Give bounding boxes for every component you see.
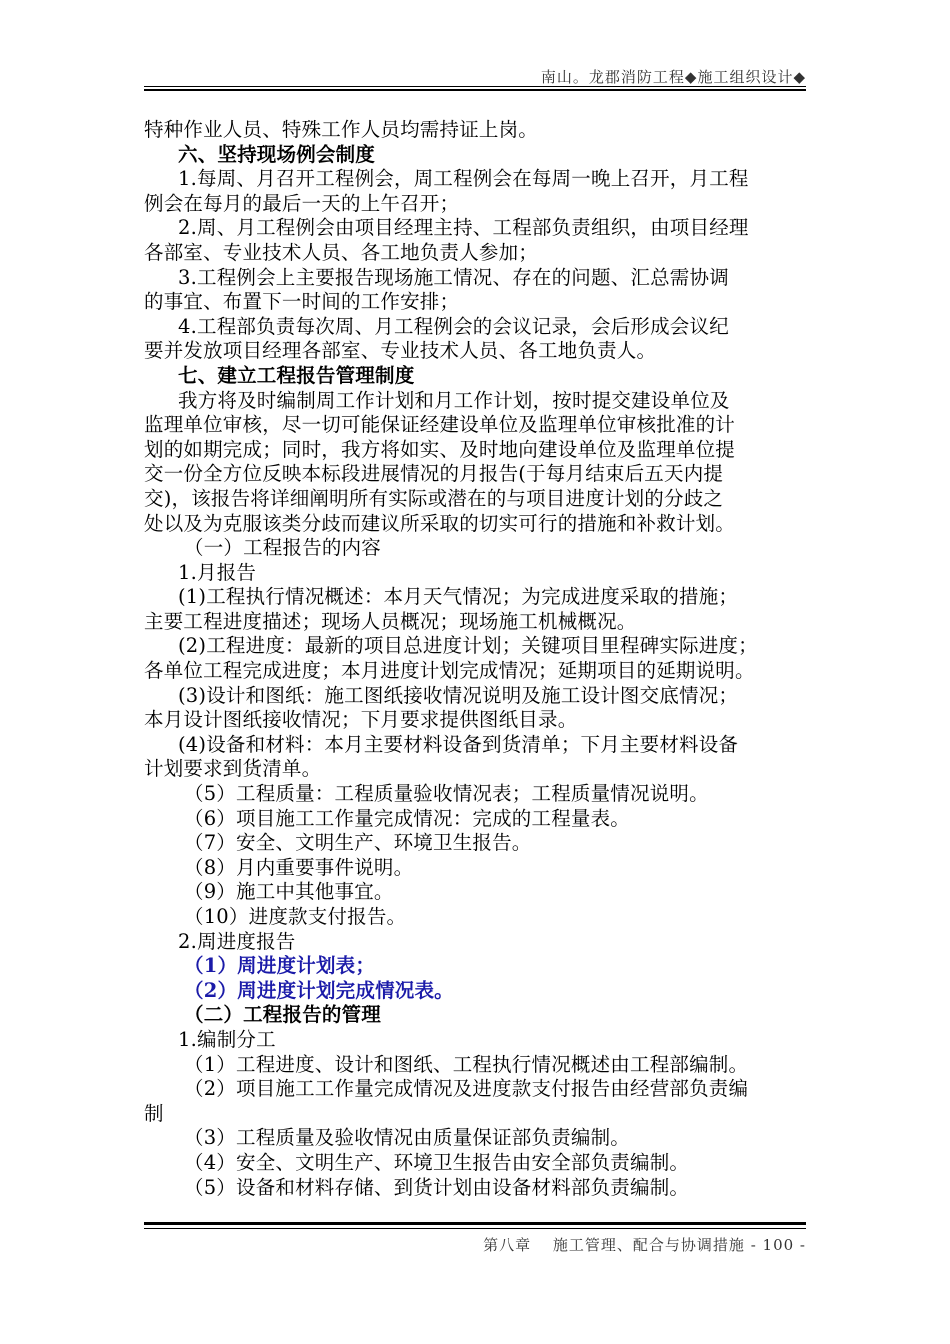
paragraph-line: 本月设计图纸接收情况；下月要求提供图纸目录。 <box>144 708 578 732</box>
paragraph-line: 1.每周、月召开工程例会，周工程例会在每周一晚上召开，月工程 <box>178 167 749 191</box>
list-item: （9）施工中其他事宜。 <box>184 880 394 904</box>
footer-divider-thick <box>144 1222 806 1225</box>
list-item-highlight: （2）周进度计划完成情况表。 <box>184 978 454 1002</box>
list-item: （10）进度款支付报告。 <box>184 905 407 928</box>
subsection-heading: （二）工程报告的管理 <box>184 1003 382 1027</box>
list-item: （8）月内重要事件说明。 <box>184 855 414 879</box>
list-item-highlight: （1）周进度计划表； <box>184 954 376 978</box>
paragraph-line: 2.周、月工程例会由项目经理主持、工程部负责组织，由项目经理 <box>178 216 749 240</box>
page-footer: 第八章 施工管理、配合与协调措施 - 100 - <box>483 1236 806 1254</box>
paragraph-line: (1)工程执行情况概述：本月天气情况；为完成进度采取的措施； <box>178 585 739 609</box>
list-item: （6）项目施工工作量完成情况：完成的工程量表。 <box>184 806 631 830</box>
paragraph-line: 4.工程部负责每次周、月工程例会的会议记录，会后形成会议纪 <box>178 314 729 338</box>
paragraph-line: 各单位工程完成进度；本月进度计划完成情况；延期项目的延期说明。 <box>144 659 755 683</box>
paragraph-line: (3)设计和图纸：施工图纸接收情况说明及施工设计图交底情况； <box>178 683 739 707</box>
paragraph-line: 特种作业人员、特殊工作人员均需持证上岗。 <box>144 118 539 141</box>
section-heading: 七、建立工程报告管理制度 <box>178 363 415 387</box>
paragraph-line: 例会在每月的最后一天的上午召开； <box>144 191 460 215</box>
paragraph-line: 要并发放项目经理各部室、专业技术人员、各工地负责人。 <box>144 339 657 363</box>
footer-divider <box>144 1228 806 1229</box>
page-header: 南山。龙郡消防工程◆施工组织设计◆ <box>540 68 806 86</box>
paragraph-line: (4)设备和材料：本月主要材料设备到货清单；下月主要材料设备 <box>178 732 739 756</box>
list-item: （7）安全、文明生产、环境卫生报告。 <box>184 831 532 855</box>
paragraph-line: 1.月报告 <box>178 560 257 584</box>
paragraph-line: 3.工程例会上主要报告现场施工情况、存在的问题、汇总需协调 <box>178 265 729 289</box>
list-item: （5）工程质量：工程质量验收情况表；工程质量情况说明。 <box>184 782 709 806</box>
paragraph-line: 我方将及时编制周工作计划和月工作计划，按时提交建设单位及 <box>178 388 730 412</box>
list-item: （2）项目施工工作量完成情况及进度款支付报告由经营部负责编 <box>184 1077 749 1101</box>
list-item: （5）设备和材料存储、到货计划由设备材料部负责编制。 <box>184 1175 690 1199</box>
paragraph-line: 制 <box>144 1101 164 1125</box>
body-text <box>144 118 808 1200</box>
paragraph-line: 监理单位审核，尽一切可能保证经建设单位及监理单位审核批准的计 <box>144 413 736 437</box>
list-item: （4）安全、文明生产、环境卫生报告由安全部负责编制。 <box>184 1150 690 1174</box>
header-divider-thick <box>144 89 806 91</box>
paragraph-line: 划的如期完成；同时，我方将如实、及时地向建设单位及监理单位提 <box>144 437 736 461</box>
paragraph-line: (2)工程进度：最新的项目总进度计划；关键项目里程碑实际进度； <box>178 634 758 658</box>
paragraph-line: 的事宜、布置下一时间的工作安排； <box>144 290 460 314</box>
paragraph-line: 处以及为克服该类分歧而建议所采取的切实可行的措施和补救计划。 <box>144 511 736 535</box>
list-item: （1）工程进度、设计和图纸、工程执行情况概述由工程部编制。 <box>184 1052 749 1076</box>
paragraph-line: 1.编制分工 <box>178 1027 276 1051</box>
list-item: （3）工程质量及验收情况由质量保证部负责编制。 <box>184 1126 631 1150</box>
paragraph-line: 交)，该报告将详细阐明所有实际或潜在的与项目进度计划的分歧之 <box>144 486 724 510</box>
paragraph-line: 计划要求到货清单。 <box>144 757 322 781</box>
paragraph-line: 各部室、专业技术人员、各工地负责人参加； <box>144 240 539 264</box>
paragraph-line: 主要工程进度描述；现场人员概况；现场施工机械概况。 <box>144 609 637 633</box>
paragraph-line: 2.周进度报告 <box>178 929 296 953</box>
paragraph-line: 交一份全方位反映本标段进展情况的月报告(于每月结束后五天内提 <box>144 462 724 486</box>
header-divider <box>144 86 806 87</box>
subsection-heading: （一）工程报告的内容 <box>184 536 382 560</box>
section-heading: 六、坚持现场例会制度 <box>178 142 376 166</box>
